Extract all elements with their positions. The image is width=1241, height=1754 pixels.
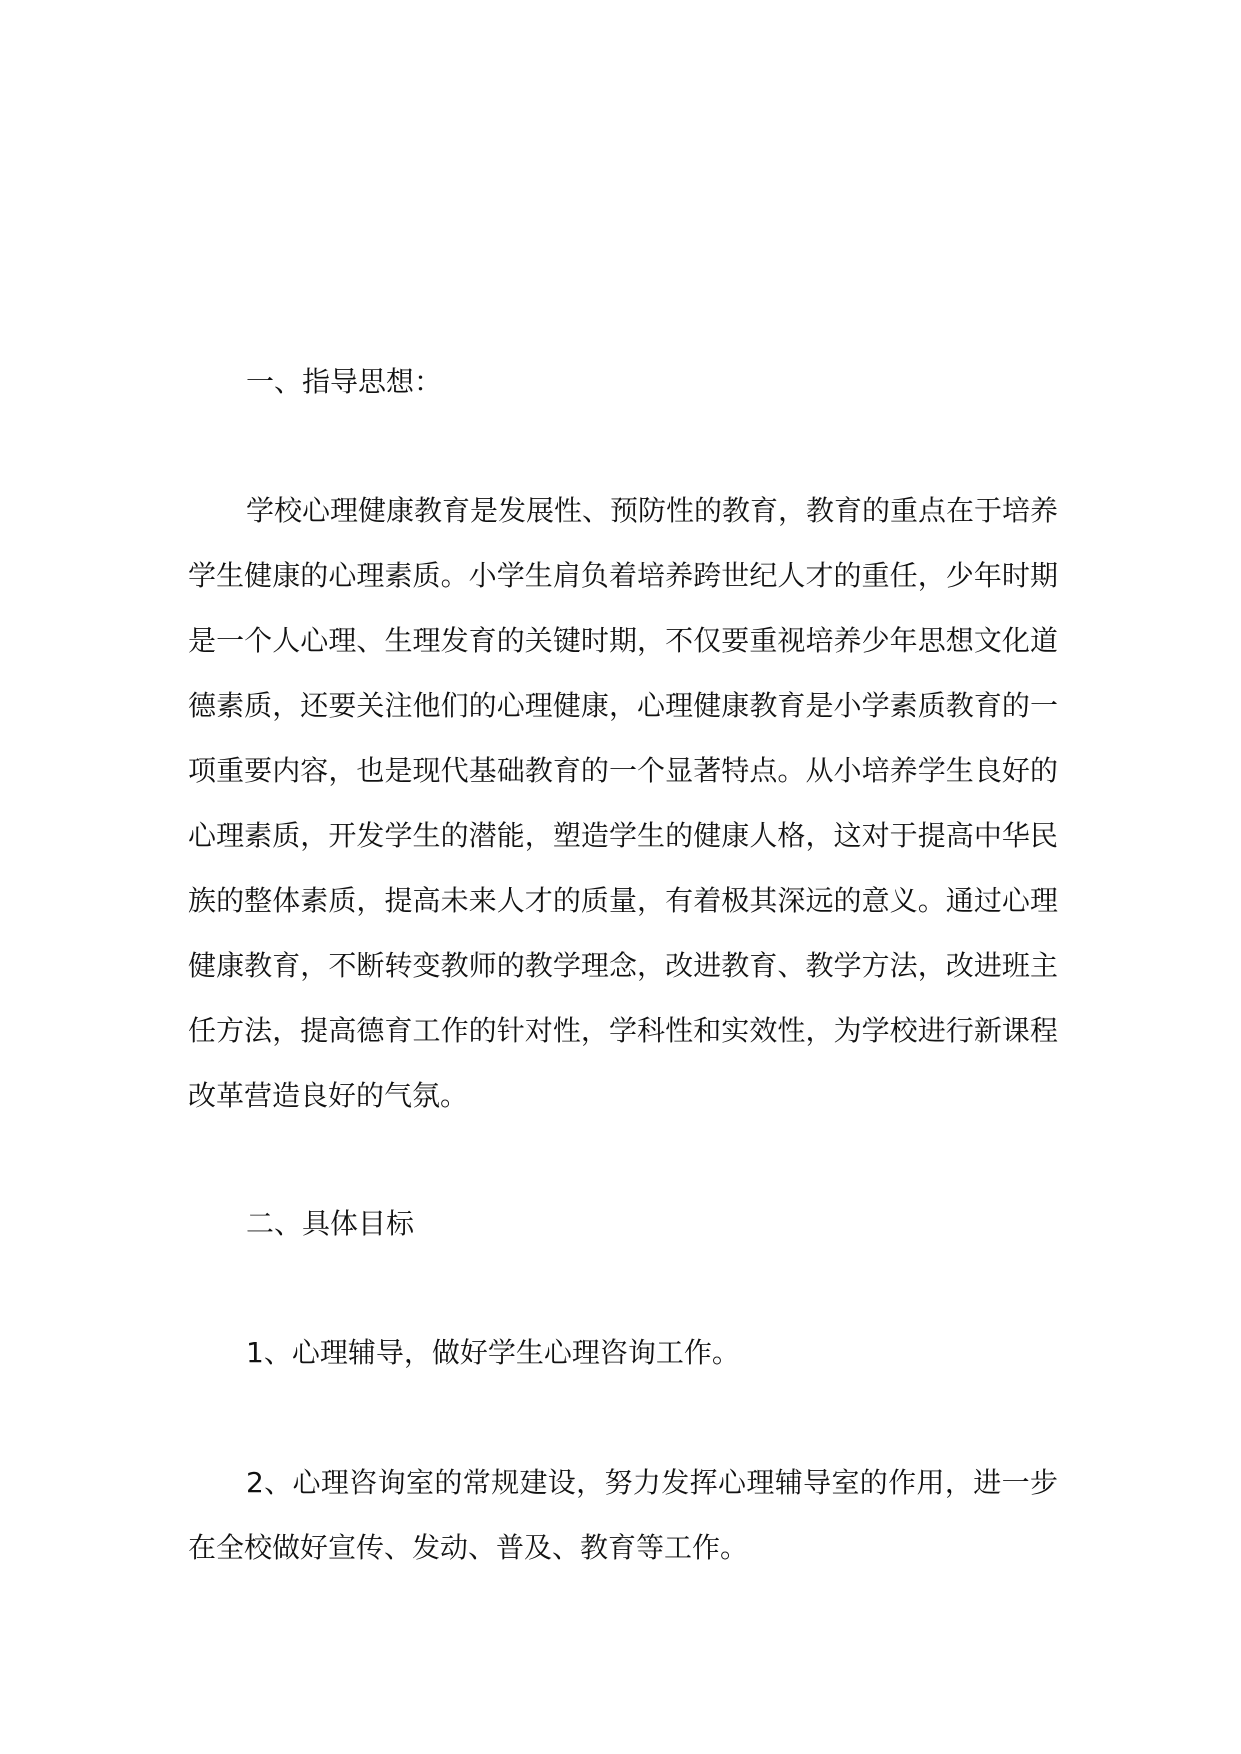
goal-item-2: 2、心理咨询室的常规建设，努力发挥心理辅导室的作用，进一步在全校做好宣传、发动、普及、教育等工作。	[188, 1466, 1058, 1564]
body-paragraph: 学校心理健康教育是发展性、预防性的教育，教育的重点在于培养学生健康的心理素质。小学生肩负着培养跨世纪人才的重任，少年时期是一个人心理、生理发育的关键时期，不仅要重视培养少年思想文化道德素质，还要关注他们的心理健康，心理健康教育是小学素质教育的一项重要内容，也是现代基础教育的一个显著特点。从小培养学生良好的心理素质，开发学生的潜能，塑造学生的健康人格，这对于提高中华民族的整体素质，提高未来人才的质量，有着极其深远的意义。通过心理健康教育，不断转变教师的教学理念，改进教育、教学方法，改进班主任方法，提高德育工作的针对性，学科性和实效性，为学校进行新课程改革营造良好的气氛。	[188, 494, 1059, 1112]
document-page	[188, 0, 1058, 1754]
goal-item-1: 1、心理辅导，做好学生心理咨询工作。	[246, 1336, 740, 1369]
section-heading-guiding-ideology: 一、指导思想：	[246, 365, 443, 398]
section-heading-specific-goals: 二、具体目标	[246, 1207, 415, 1240]
